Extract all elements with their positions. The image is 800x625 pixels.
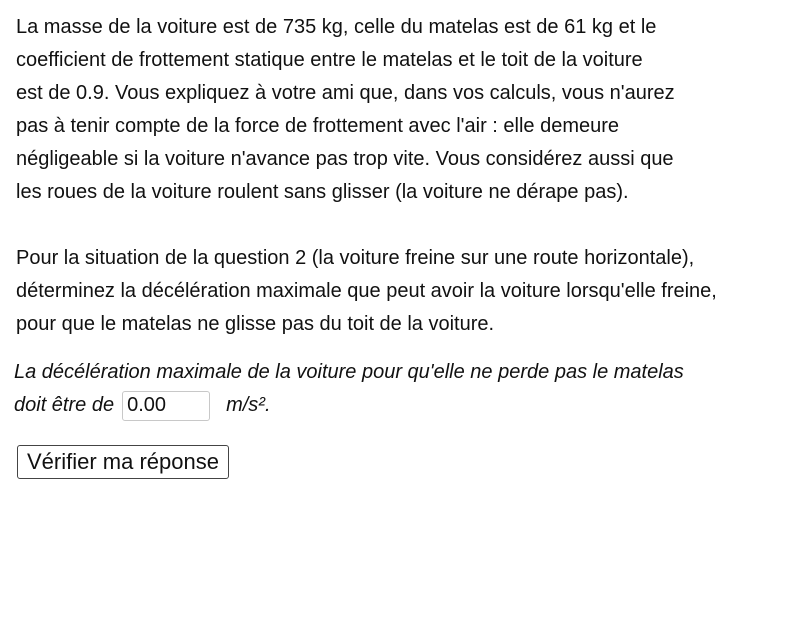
answer-prefix-line1: La décélération maximale de la voiture pour qu'elle ne perde pas le matelas [14,361,684,383]
answer-sentence [14,356,794,422]
problem-statement [16,11,796,341]
problem-paragraph-context: La masse de la voiture est de 735 kg, celle du matelas est de 61 kg et le coefficient de frottement statique entre le matelas et le toit de la voiture est de 0.9. Vous expliquez à votre ami que, dans vos calculs, vous n'aurez pas à tenir compte de la force de frottement avec l'air : elle demeure négligeable si la voiture n'avance pas trop vite. Vous considérez aussi que les roues de la voiture roulent sans glisser (la voiture ne dérape pas). [16,16,675,203]
paragraph-spacer [16,209,796,242]
answer-prefix-line2: doit être de [14,394,115,416]
answer-unit: m/s². [226,394,271,416]
problem-paragraph-question: Pour la situation de la question 2 (la voiture freine sur une route horizontale), déterminez la décélération maximale que peut avoir la voiture lorsqu'elle freine, pour que le matelas ne glisse pas du toit de la voiture. [16,247,717,335]
answer-input-row [14,389,794,422]
verify-answer-button[interactable]: Vérifier ma réponse [17,445,229,479]
deceleration-input[interactable] [122,391,210,421]
